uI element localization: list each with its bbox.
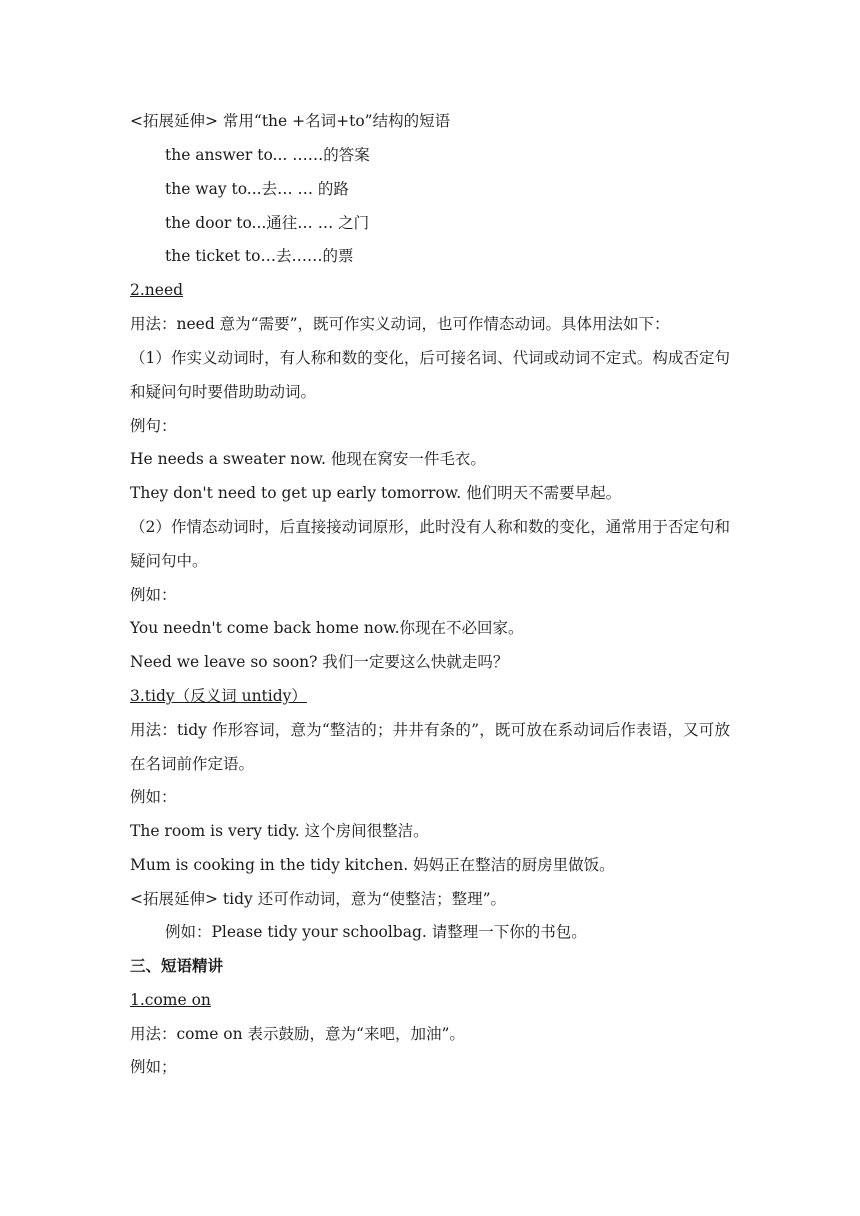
example-label: 例如：	[130, 586, 177, 604]
heading-need: 2.need	[130, 281, 184, 299]
tidy-extension-note: <拓展延伸> tidy 还可作动词，意为“使整洁；整理”。	[130, 890, 507, 908]
tidy-usage: 用法：tidy 作形容词，意为“整洁的；井井有条的”，既可放在系动词后作表语，又可放在名词前作定语。	[130, 721, 730, 773]
need-example-1: He needs a sweater now. 他现在窝安一件毛衣。	[130, 450, 486, 468]
tidy-extension-example: 例如：Please tidy your schoolbag. 请整理一下你的书包。	[165, 923, 587, 941]
need-example-4: Need we leave so soon? 我们一定要这么快就走吗？	[130, 653, 509, 671]
extension-note-the-noun-to: <拓展延伸> 常用“the +名词+to”结构的短语	[130, 112, 451, 130]
tidy-example-1: The room is very tidy. 这个房间很整洁。	[130, 822, 429, 840]
need-example-2: They don't need to get up early tomorrow. 他们明天不需要早起。	[130, 484, 622, 502]
need-usage: 用法：need 意为“需要”，既可作实义动词，也可作情态动词。具体用法如下：	[130, 315, 670, 333]
tidy-example-2: Mum is cooking in the tidy kitchen. 妈妈正在整洁的厨房里做饭。	[130, 856, 615, 874]
heading-come-on: 1.come on	[130, 991, 211, 1009]
example-label: 例如：	[130, 788, 177, 806]
heading-tidy: 3.tidy（反义词 untidy）	[130, 687, 307, 705]
phrase-item: the way to...去… … 的路	[165, 180, 349, 198]
phrase-item: the door to...通往… … 之门	[165, 214, 370, 232]
example-label: 例如；	[130, 1058, 177, 1076]
example-label: 例句：	[130, 417, 177, 435]
section-heading-phrases: 三、短语精讲	[130, 956, 224, 975]
phrase-item: the answer to... ……的答案	[165, 146, 370, 164]
need-usage-point-2: （2）作情态动词时，后直接接动词原形，此时没有人称和数的变化，通常用于否定句和疑问句中。	[130, 518, 730, 570]
need-usage-point-1: （1）作实义动词时，有人称和数的变化，后可接名词、代词或动词不定式。构成否定句和疑问句时要借助助动词。	[130, 349, 730, 401]
need-example-3: You needn't come back home now.你现在不必回家。	[130, 619, 524, 637]
come-on-usage: 用法：come on 表示鼓励，意为“来吧，加油”。	[130, 1025, 465, 1043]
phrase-item: the ticket to…去……的票	[165, 247, 354, 265]
